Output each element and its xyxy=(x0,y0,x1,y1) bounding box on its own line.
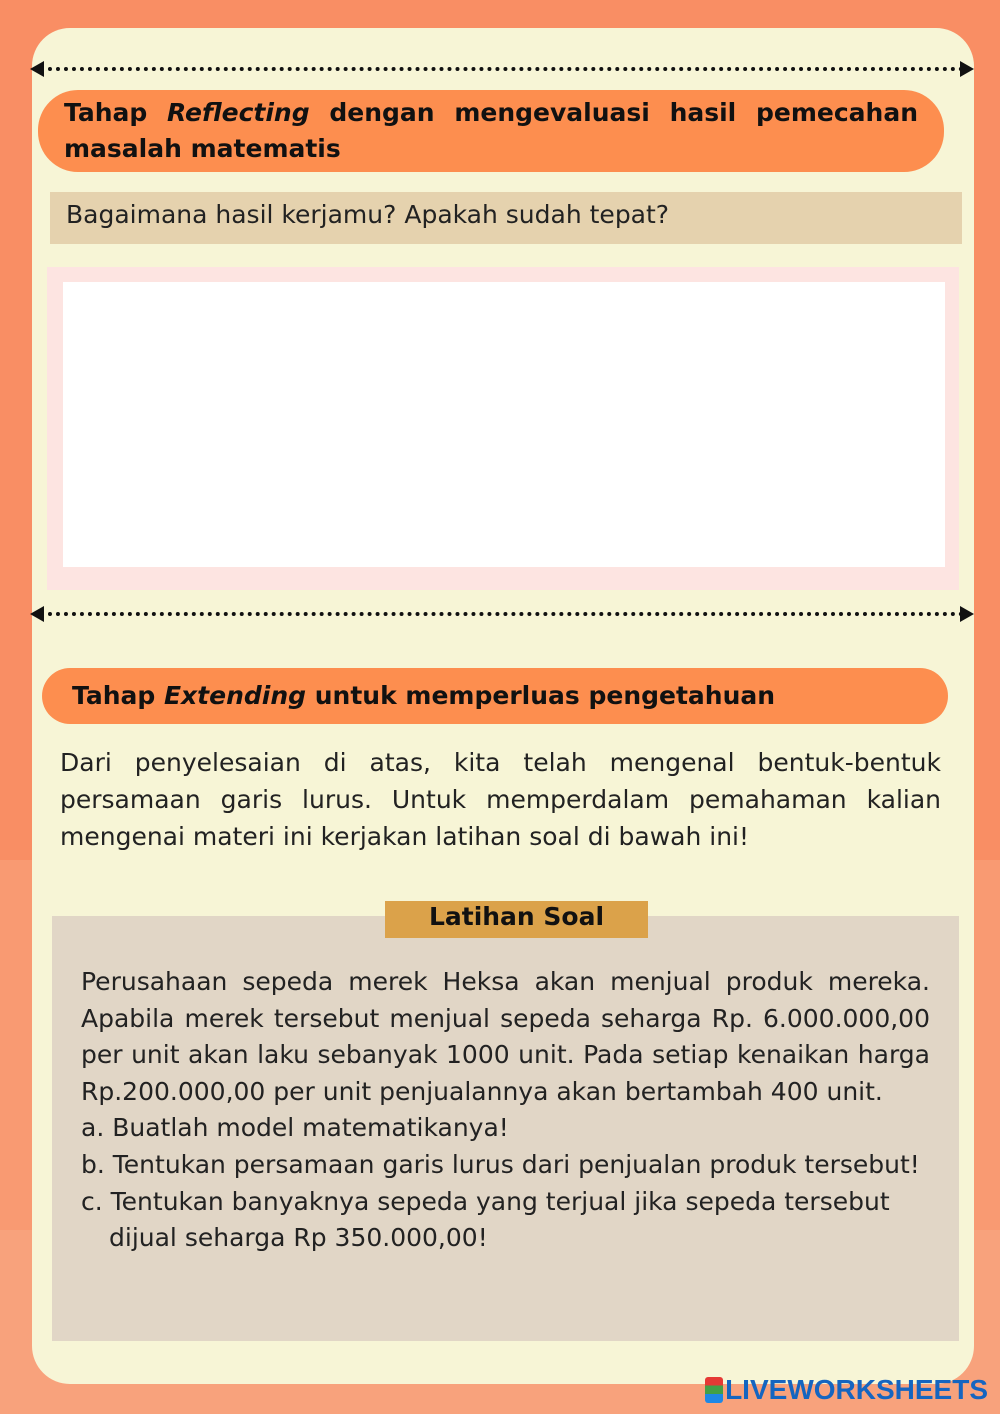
arrow-left-icon xyxy=(30,61,44,77)
extending-heading-emph: Extending xyxy=(163,681,307,710)
answer-frame xyxy=(47,267,959,590)
liveworksheets-logo-icon xyxy=(705,1377,723,1403)
arrow-right-icon xyxy=(960,606,974,622)
reflecting-heading-prefix: Tahap xyxy=(64,98,167,127)
arrow-left-icon xyxy=(30,606,44,622)
brand-logo xyxy=(705,1372,988,1408)
extending-heading xyxy=(42,668,948,724)
answer-input-box[interactable] xyxy=(63,282,945,567)
reflecting-heading-suffix: dengan mengevaluasi hasil pemecahan masalah matematis xyxy=(64,98,918,163)
brand-name: LIVEWORKSHEETS xyxy=(725,1374,988,1405)
exercise-item-b: b. Tentukan persamaan garis lurus dari penjualan produk tersebut! xyxy=(81,1149,920,1179)
dotted-line xyxy=(40,612,964,616)
extending-heading-prefix: Tahap xyxy=(72,681,164,710)
exercise-item-a: a. Buatlah model matematikanya! xyxy=(81,1113,509,1143)
reflecting-heading xyxy=(38,90,944,172)
reflecting-heading-emph: Reflecting xyxy=(167,98,310,127)
divider-top xyxy=(30,61,974,77)
exercise-title: Latihan Soal xyxy=(385,901,648,938)
dotted-line xyxy=(40,67,964,71)
exercise-problem: Perusahaan sepeda merek Heksa akan menjual produk mereka. Apabila merek tersebut menjual sepeda seharga Rp. 6.000.000,00 per unit akan laku sebanyak 1000 unit. Pada setiap kenaikan harga Rp.200.000,00 per unit penjualannya akan bertambah 400 unit. xyxy=(81,967,930,1106)
arrow-right-icon xyxy=(960,61,974,77)
extending-intro: Dari penyelesaian di atas, kita telah mengenal bentuk-bentuk persamaan garis lurus. Untuk memperdalam pemahaman kalian mengenai materi ini kerjakan latihan soal di bawah ini! xyxy=(60,748,941,851)
exercise-item-c: c. Tentukan banyaknya sepeda yang terjual jika sepeda tersebut dijual seharga Rp 350.000,00! xyxy=(81,1186,890,1253)
reflecting-question: Bagaimana hasil kerjamu? Apakah sudah tepat? xyxy=(50,192,962,244)
divider-middle xyxy=(30,606,974,622)
exercise-body xyxy=(81,964,930,1257)
extending-heading-suffix: untuk memperluas pengetahuan xyxy=(306,681,776,710)
